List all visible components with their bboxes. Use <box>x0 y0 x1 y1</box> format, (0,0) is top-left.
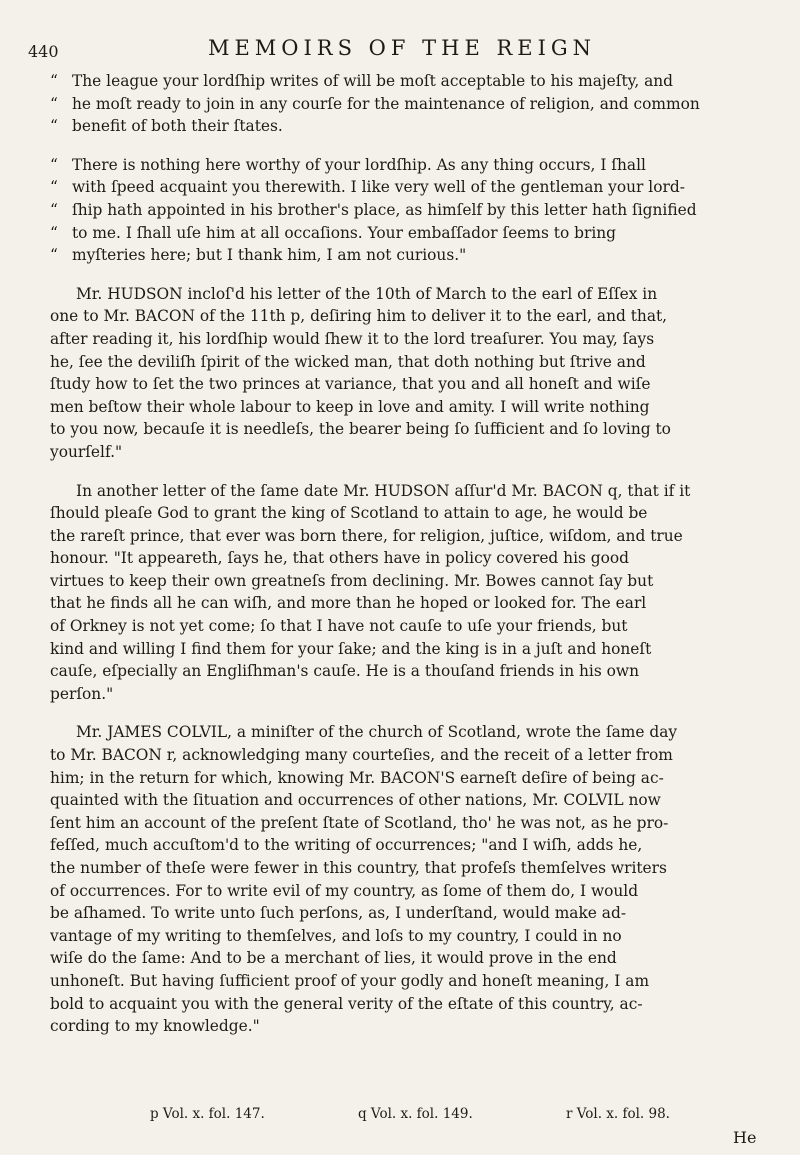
text-line: yourſelf." <box>50 442 123 461</box>
text-line: ſtudy how to ſet the two princes at variance, that you and all honeſt and wiſe <box>50 375 651 394</box>
paragraph <box>50 283 762 464</box>
text-line: after reading it, his lordſhip would ſhew it to the lord treaſurer. You may, ſays <box>50 329 655 348</box>
text-line: men beſtow their whole labour to keep in love and amity. I will write nothing <box>50 397 650 416</box>
text-line: “ he moſt ready to join in any courſe for the maintenance of religion, and common <box>50 93 762 116</box>
text-line: “ benefit of both their ſtates. <box>50 115 762 138</box>
text-line: “ myſteries here; but I thank him, I am not curious." <box>50 244 762 267</box>
paragraph <box>50 721 762 1037</box>
text-line: feſſed, much accuſtom'd to the writing of occurrences; "and I wiſh, adds he, <box>50 836 643 855</box>
paragraph-gap <box>50 464 762 480</box>
text-line: to Mr. BACON r, acknowledging many courteſies, and the receit of a letter from <box>50 746 673 765</box>
text-line: vantage of my writing to themſelves, and loſs to my country, I could in no <box>50 926 622 945</box>
footnote-p: p Vol. x. fol. 147. <box>150 1106 265 1122</box>
text-line: him; in the return for which, knowing Mr. BACON'S earneſt deſire of being ac- <box>50 768 664 787</box>
text-line: ſent him an account of the preſent ſtate of Scotland, tho' he was not, as he pro- <box>50 813 669 832</box>
text-line: cording to my knowledge." <box>50 1017 260 1036</box>
body-text <box>50 70 762 1038</box>
quoted-paragraph <box>50 154 762 267</box>
text-line: wiſe do the ſame: And to be a merchant of lies, it would prove in the end <box>50 949 617 968</box>
catchword: He <box>733 1128 757 1147</box>
text-line: be aſhamed. To write unto ſuch perſons, as, I underſtand, would make ad- <box>50 904 627 923</box>
text-line: Mr. HUDSON incloſ'd his letter of the 10th of March to the earl of Eſſex in <box>76 284 658 303</box>
text-line: ſhould pleaſe God to grant the king of Scotland to attain to age, he would be <box>50 504 648 523</box>
paragraph <box>50 480 762 706</box>
text-line: unhoneſt. But having ſufficient proof of your godly and honeſt meaning, I am <box>50 971 650 990</box>
footnote-r: r Vol. x. fol. 98. <box>566 1106 670 1122</box>
page-header <box>28 36 768 68</box>
text-line: the rareſt prince, that ever was born there, for religion, juſtice, wiſdom, and true <box>50 526 683 545</box>
text-line: perſon." <box>50 684 114 703</box>
paragraph-gap <box>50 705 762 721</box>
text-line: he, ſee the deviliſh ſpirit of the wicked man, that doth nothing but ſtrive and <box>50 352 646 371</box>
text-line: the number of theſe were fewer in this country, that profeſs themſelves writers <box>50 859 667 877</box>
page-number: 440 <box>28 42 59 61</box>
text-line: “ The league your lordſhip writes of will be moſt acceptable to his majeſty, and <box>50 70 762 93</box>
text-line: “ to me. I ſhall uſe him at all occaſions. Your embaſſador ſeems to bring <box>50 222 762 245</box>
paragraph-gap <box>50 138 762 154</box>
text-line: to you now, becauſe it is needleſs, the bearer being ſo ſufficient and ſo loving to <box>50 420 671 439</box>
text-line: “ There is nothing here worthy of your lordſhip. As any thing occurs, I ſhall <box>50 154 762 177</box>
text-line: bold to acquaint you with the general verity of the eſtate of this country, ac- <box>50 994 643 1013</box>
running-title: MEMOIRS OF THE REIGN <box>207 36 597 60</box>
quoted-paragraph <box>50 70 762 138</box>
text-line: quainted with the ſituation and occurrences of other nations, Mr. COLVIL now <box>50 791 661 810</box>
footnotes <box>150 1106 670 1122</box>
text-line: cauſe, eſpecially an Engliſhman's cauſe. He is a thouſand friends in his own <box>50 662 639 681</box>
text-line: of Orkney is not yet come; ſo that I have not cauſe to uſe your friends, but <box>50 617 628 636</box>
text-line: virtues to keep their own greatneſs from declining. Mr. Bowes cannot ſay but <box>50 571 654 590</box>
text-line: kind and willing I find them for your ſake; and the king is in a juſt and honeſt <box>50 639 652 658</box>
footnote-q: q Vol. x. fol. 149. <box>358 1106 473 1122</box>
text-line: that he finds all he can wiſh, and more than he hoped or looked for. The earl <box>50 594 647 613</box>
text-line: of occurrences. For to write evil of my country, as ſome of them do, I would <box>50 881 639 900</box>
text-line: “ with ſpeed acquaint you therewith. I like very well of the gentleman your lord- <box>50 176 762 199</box>
text-line: one to Mr. BACON of the 11th p, deſiring him to deliver it to the earl, and that, <box>50 307 668 326</box>
text-line: honour. "It appeareth, ſays he, that others have in policy covered his good <box>50 549 630 568</box>
text-line: “ ſhip hath appointed in his brother's place, as himſelf by this letter hath ſignified <box>50 199 762 222</box>
text-line: Mr. JAMES COLVIL, a miniſter of the church of Scotland, wrote the ſame day <box>76 723 678 742</box>
text-line: In another letter of the ſame date Mr. HUDSON aſſur'd Mr. BACON q, that if it <box>76 481 691 500</box>
paragraph-gap <box>50 267 762 283</box>
